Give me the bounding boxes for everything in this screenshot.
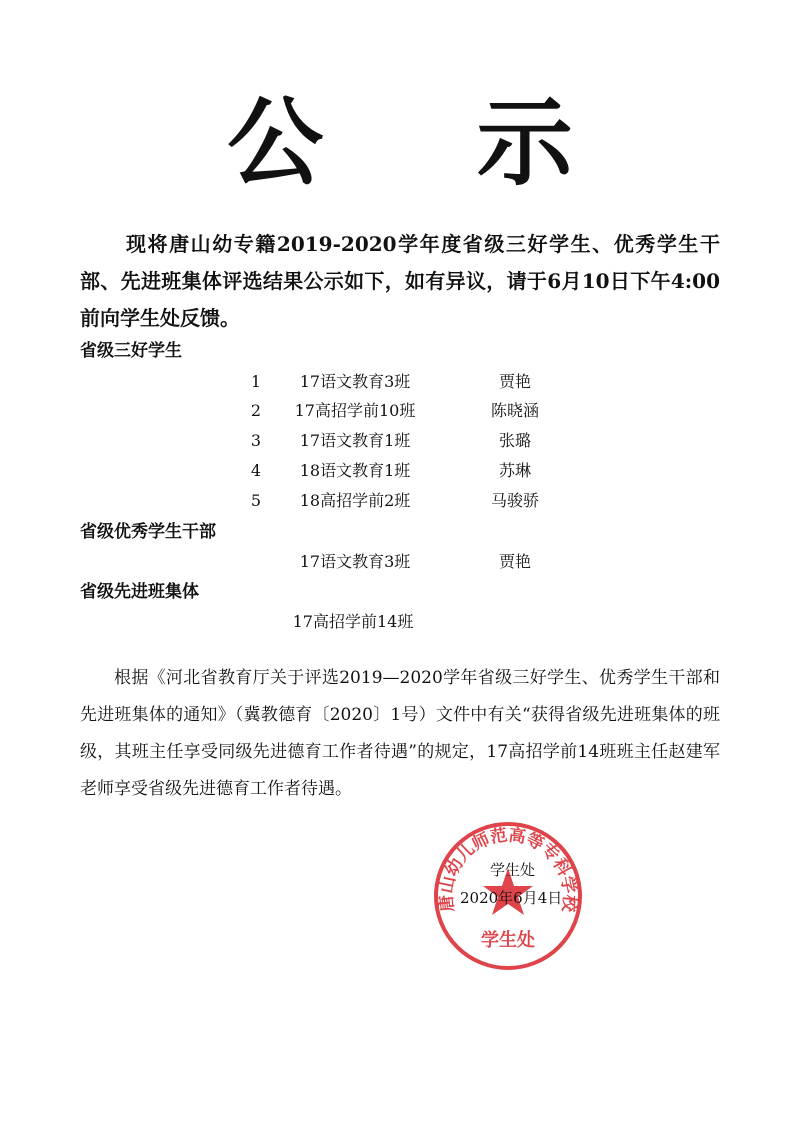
row-class: 17高招学前10班 <box>294 401 416 420</box>
row-class: 17语文教育3班 <box>299 372 411 391</box>
row-name: 苏琳 <box>498 461 531 480</box>
intro-paragraph: 现将唐山幼专籍2019-2020学年度省级三好学生、优秀学生干部、先进班集体评选结果公示如下，如有异议，请于6月10日下午4:00前向学生处反馈。 <box>80 232 720 330</box>
row-number: 2 <box>250 401 262 420</box>
row-class: 17语文教育3班 <box>299 552 411 571</box>
row-name: 贾艳 <box>498 552 531 571</box>
row-number: 3 <box>250 431 262 450</box>
table-row <box>0 459 800 483</box>
row-number: 1 <box>250 372 262 391</box>
row-class: 18语文教育1班 <box>299 461 411 480</box>
table-row <box>0 610 800 634</box>
row-name: 陈晓涵 <box>490 401 539 420</box>
row-class: 18高招学前2班 <box>299 491 411 510</box>
closing-paragraph: 根据《河北省教育厅关于评选2019—2020学年省级三好学生、优秀学生干部和先进班集体的通知》（冀教德育〔2020〕1号）文件中有关“获得省级先进班集体的班级，其班主任享受同级先进德育工作者待遇”的规定，17高招学前14班班主任赵建军老师享受省级先进德育工作者待遇。 <box>80 668 720 799</box>
table-row <box>0 489 800 513</box>
section-heading-collective: 省级先进班集体 <box>80 582 199 602</box>
section-heading-good-students: 省级三好学生 <box>80 341 182 361</box>
page-title: 公 示 <box>227 86 633 199</box>
row-number: 4 <box>250 461 262 480</box>
row-class: 17语文教育1班 <box>299 431 411 450</box>
row-name: 马骏骄 <box>490 491 539 510</box>
signature-date: 2020年6月4日 <box>460 889 563 907</box>
table-row <box>0 429 800 453</box>
table-row <box>0 399 800 423</box>
svg-text:学生处: 学生处 <box>481 930 535 951</box>
signature-department: 学生处 <box>490 861 536 879</box>
row-number: 5 <box>250 491 262 510</box>
table-row <box>0 550 800 574</box>
row-name: 张璐 <box>498 431 531 450</box>
svg-text:唐山幼儿师范高等专科学校: 唐山幼儿师范高等专科学校 <box>436 825 580 913</box>
section-heading-cadres: 省级优秀学生干部 <box>80 522 216 542</box>
row-class: 17高招学前14班 <box>292 612 414 631</box>
row-name: 贾艳 <box>498 372 531 391</box>
table-row <box>0 370 800 394</box>
